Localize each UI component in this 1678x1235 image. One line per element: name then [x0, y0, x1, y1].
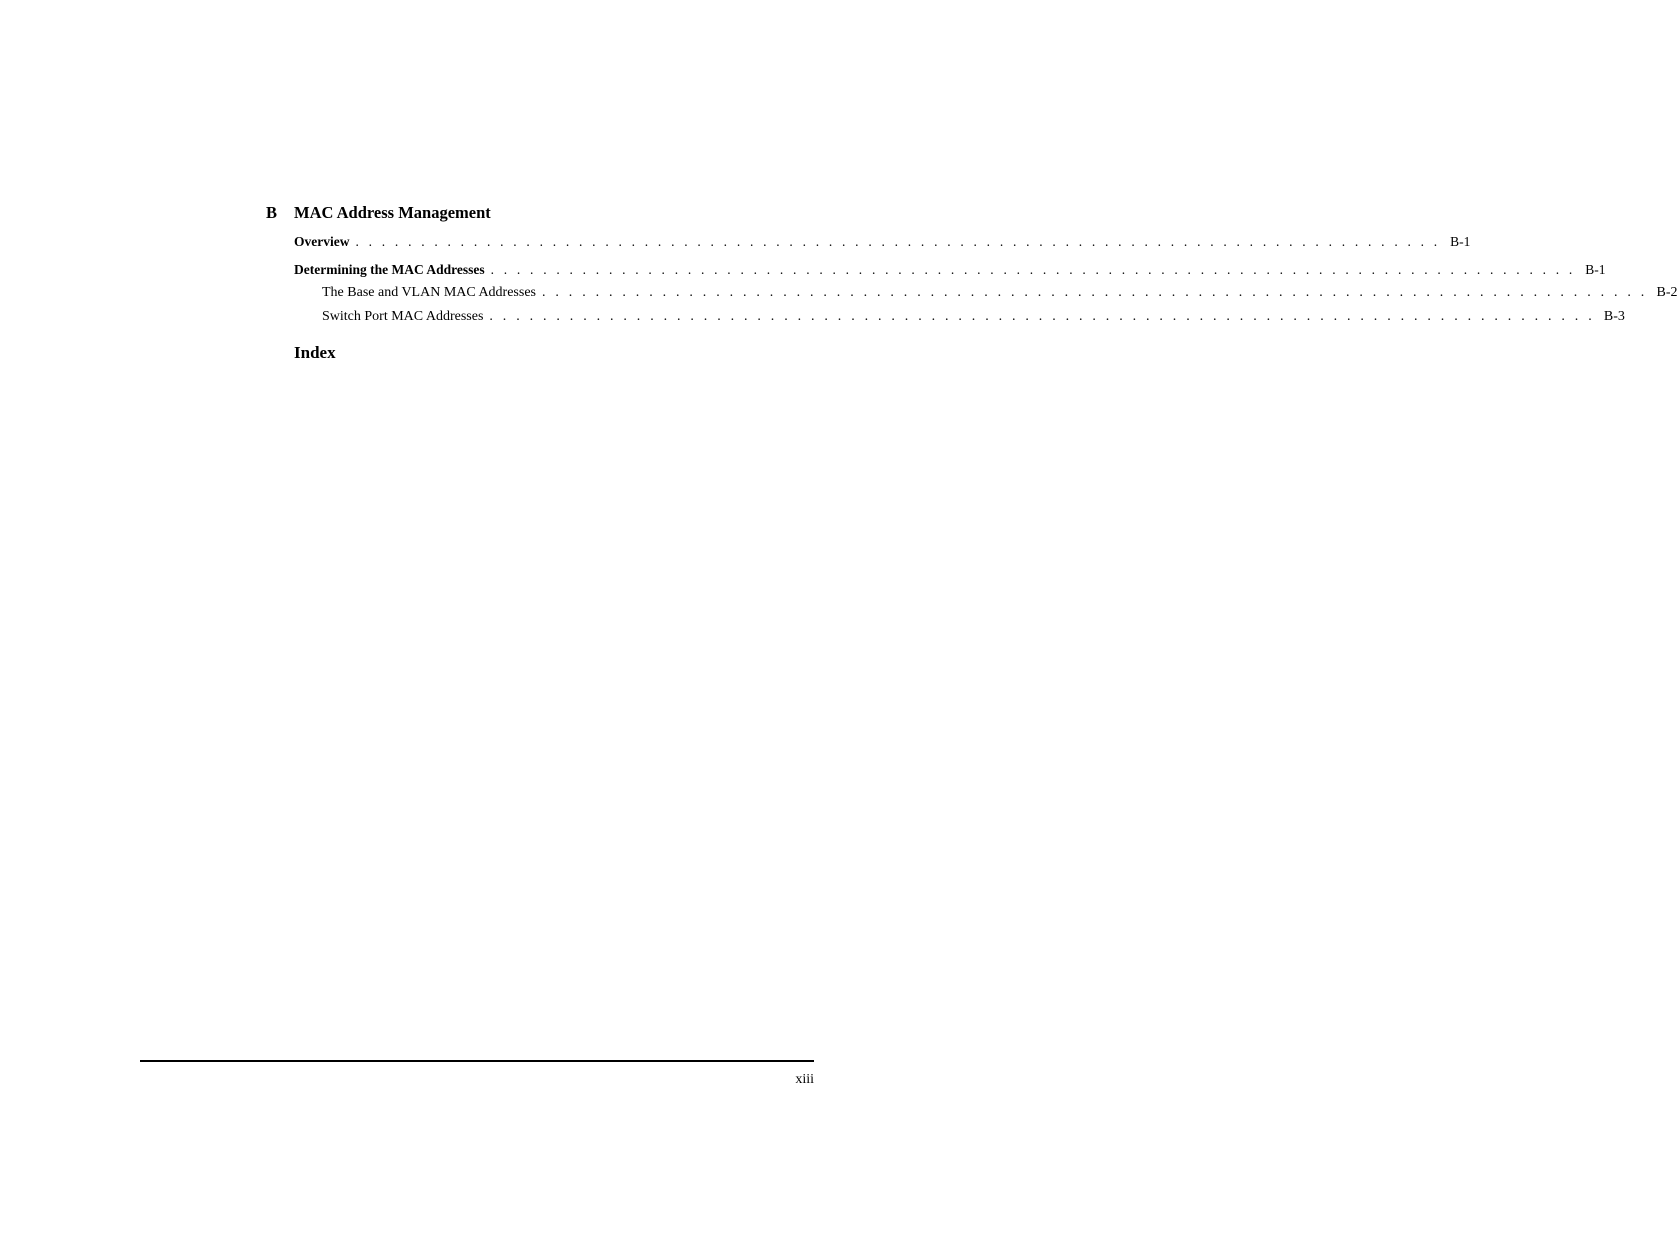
toc-entry-switch-port-mac[interactable]	[294, 308, 1625, 326]
appendix-title: MAC Address Management	[294, 203, 491, 222]
toc-entry-title: The Base and VLAN MAC Addresses	[322, 285, 536, 300]
toc-entries	[294, 233, 1678, 326]
toc-entry-page: B-1	[1450, 234, 1471, 249]
toc-entry-base-vlan-mac[interactable]	[294, 284, 1678, 302]
toc-entry-page: B-1	[1585, 262, 1606, 277]
toc-entry-title: Determining the MAC Addresses	[294, 262, 485, 277]
dot-leader: . . . . . . . . . . . . . . . . . . . . . . . . . . . . . . . . . . . . . . . . . . . . . . . . . . . . . . . . . . . . . . . . . . . . . . . . . . . . . . . . . . .	[489, 309, 1595, 324]
dot-leader: . . . . . . . . . . . . . . . . . . . . . . . . . . . . . . . . . . . . . . . . . . . . . . . . . . . . . . . . . . . . . . . . . . . . . . . . . . . . . . . . . . .	[542, 285, 1648, 300]
page-number: xiii	[795, 1072, 814, 1087]
toc-entry-title: Overview	[294, 234, 350, 249]
table-of-contents	[266, 203, 1678, 363]
dot-leader: . . . . . . . . . . . . . . . . . . . . . . . . . . . . . . . . . . . . . . . . . . . . . . . . . . . . . . . . . . . . . . . . . . . . . . . . . . . . . . . . . . .	[355, 234, 1441, 249]
footer-divider	[140, 1060, 814, 1062]
toc-entry-determining-mac[interactable]	[294, 261, 1606, 279]
toc-entry-title: Switch Port MAC Addresses	[322, 309, 484, 324]
toc-entry-overview[interactable]	[294, 233, 1471, 251]
appendix-heading	[266, 203, 811, 227]
index-heading[interactable]: Index	[294, 343, 336, 362]
dot-leader: . . . . . . . . . . . . . . . . . . . . . . . . . . . . . . . . . . . . . . . . . . . . . . . . . . . . . . . . . . . . . . . . . . . . . . . . . . . . . . . . . . .	[490, 262, 1576, 277]
appendix-letter: B	[266, 203, 278, 222]
toc-entry-page: B-2	[1656, 285, 1678, 300]
toc-entry-page: B-3	[1603, 309, 1625, 324]
